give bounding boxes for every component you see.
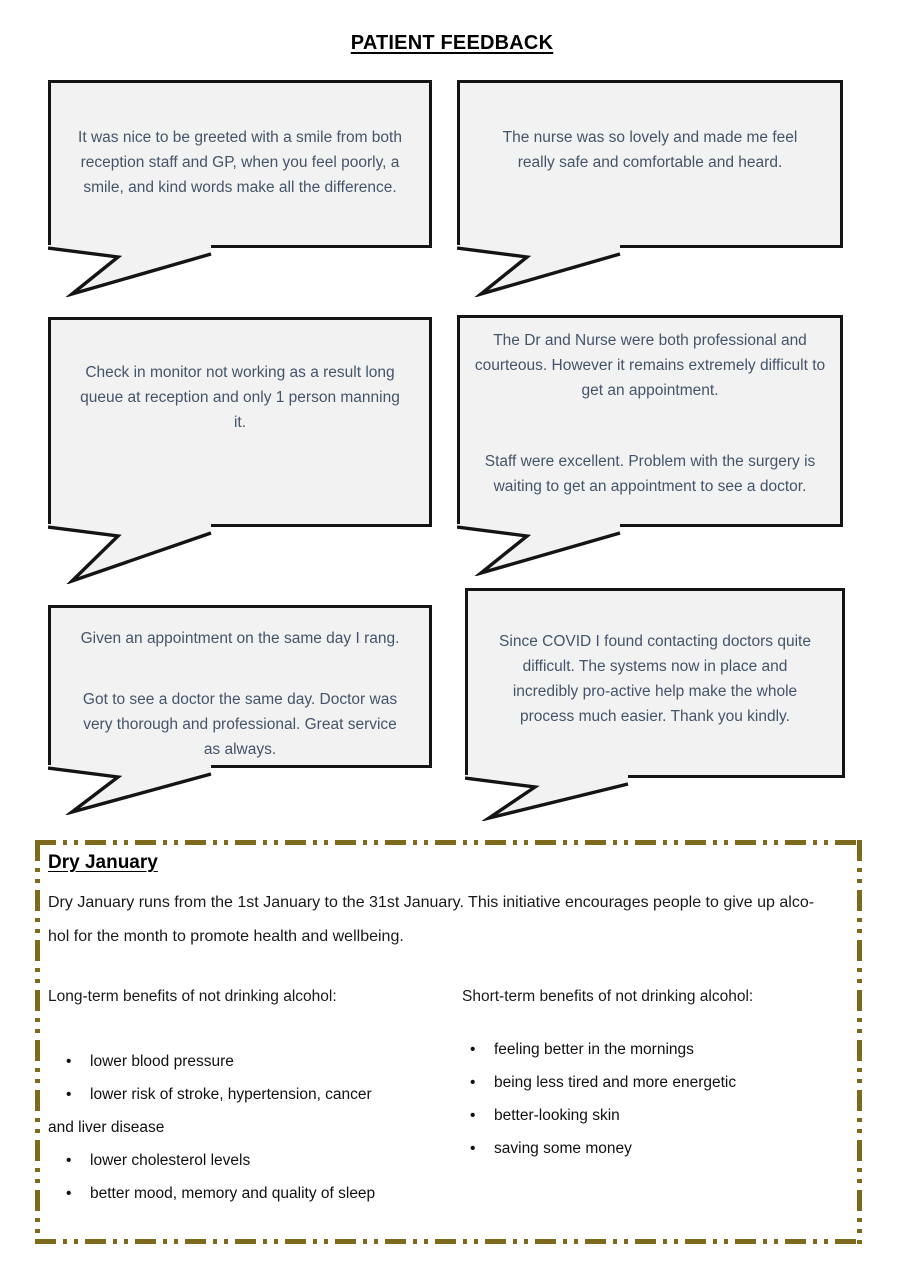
speech-bubble-6 xyxy=(465,588,845,778)
list-item xyxy=(462,1040,854,1060)
list-item-text: lower cholesterol levels xyxy=(90,1152,251,1169)
list-item xyxy=(48,1052,440,1072)
bubble-text: It was nice to be greeted with a smile from both reception staff and GP, when you feel poorly, a smile, and kind words make all the difference. xyxy=(78,129,402,196)
speech-bubble-1 xyxy=(48,80,432,248)
bullet-dot-icon: • xyxy=(66,1053,72,1070)
speech-bubble-tail-icon xyxy=(48,765,218,815)
list-item-text: lower blood pressure xyxy=(90,1053,234,1070)
list-item xyxy=(462,1073,854,1093)
intro-paragraph xyxy=(48,886,848,954)
speech-bubble-tail-icon xyxy=(48,245,218,297)
long-term-list xyxy=(48,1052,440,1217)
speech-bubble-tail-icon xyxy=(48,524,218,584)
list-item-text: saving some money xyxy=(494,1140,632,1157)
bubble-text: Since COVID I found contacting doctors quite difficult. The systems now in place and incredibly pro-active help make the whole process much easier. Thank you kindly. xyxy=(499,633,811,725)
list-item xyxy=(48,1151,440,1171)
speech-bubble-tail-icon xyxy=(457,524,627,576)
dry-january-section xyxy=(35,840,862,1244)
page-title: PATIENT FEEDBACK xyxy=(350,32,554,54)
intro-line-1: Dry January runs from the 1st January to the 31st January. This initiative encourages people to give up alco- xyxy=(48,894,815,911)
bullet-dot-icon: • xyxy=(470,1107,476,1124)
bubble-text: The Dr and Nurse were both professional and courteous. However it remains extremely difficult to get an appointment. xyxy=(474,332,826,399)
list-item xyxy=(48,1184,440,1204)
bullet-dot-icon: • xyxy=(66,1152,72,1169)
bubble-text: Staff were excellent. Problem with the surgery is waiting to get an appointment to see a doctor. xyxy=(484,453,816,495)
speech-bubble-5 xyxy=(48,605,432,768)
intro-line-2: hol for the month to promote health and wellbeing. xyxy=(48,928,404,945)
section-heading: Dry January xyxy=(48,852,158,873)
speech-bubble-3 xyxy=(48,317,432,527)
list-item xyxy=(462,1139,854,1159)
bullet-dot-icon: • xyxy=(470,1074,476,1091)
bullet-dot-icon: • xyxy=(66,1185,72,1202)
short-term-list xyxy=(462,1040,854,1172)
bullet-dot-icon: • xyxy=(470,1140,476,1157)
bubble-text: Got to see a doctor the same day. Doctor was very thorough and professional. Great service as always. xyxy=(82,691,398,758)
list-item-text: better-looking skin xyxy=(494,1107,620,1124)
speech-bubble-tail-icon xyxy=(465,775,635,821)
speech-bubble-2 xyxy=(457,80,843,248)
speech-bubble-4 xyxy=(457,315,843,527)
bubble-text: The nurse was so lovely and made me feel really safe and comfortable and heard. xyxy=(502,129,798,171)
bullet-dot-icon: • xyxy=(66,1086,72,1103)
list-item xyxy=(462,1106,854,1126)
list-item-text: lower risk of stroke, hypertension, cancer xyxy=(90,1086,372,1103)
bullet-dot-icon: • xyxy=(470,1041,476,1058)
bubble-text: Check in monitor not working as a result long queue at reception and only 1 person manning it. xyxy=(80,364,400,431)
bubble-text: Given an appointment on the same day I rang. xyxy=(80,630,400,647)
long-term-heading: Long-term benefits of not drinking alcohol: xyxy=(48,988,337,1005)
list-item-text: better mood, memory and quality of sleep xyxy=(90,1185,376,1202)
list-item-text: being less tired and more energetic xyxy=(494,1074,737,1091)
speech-bubble-tail-icon xyxy=(457,245,627,297)
short-term-heading: Short-term benefits of not drinking alcohol: xyxy=(462,988,754,1005)
list-item xyxy=(48,1085,440,1105)
list-item-text: feeling better in the mornings xyxy=(494,1041,694,1058)
list-item-continuation: and liver disease xyxy=(48,1119,165,1136)
